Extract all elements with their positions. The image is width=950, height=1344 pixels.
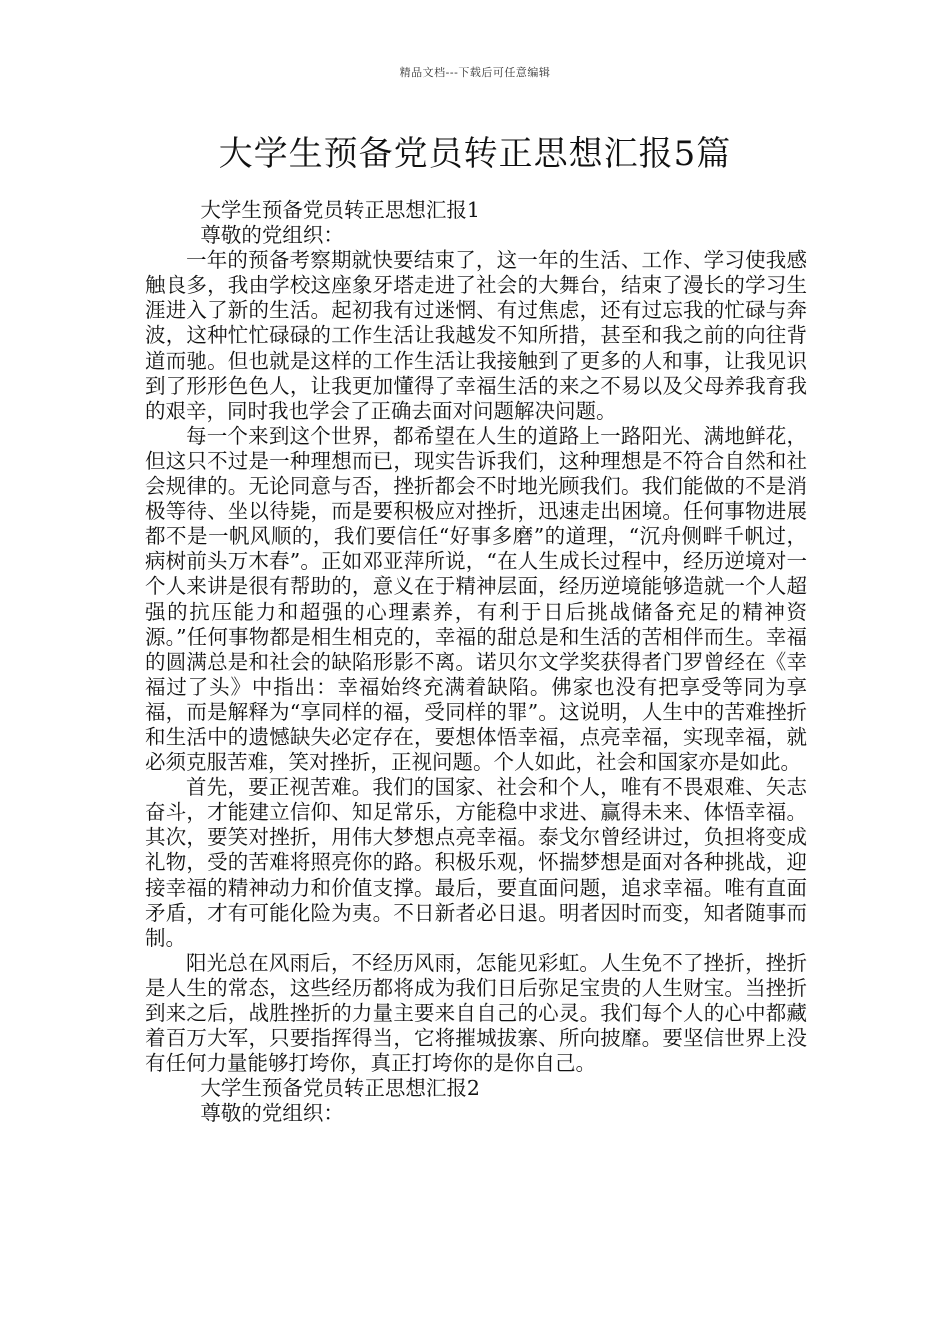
salutation: 尊敬的党组织： xyxy=(200,1101,344,1126)
section-heading: 大学生预备党员转正思想汇报1 xyxy=(200,198,480,222)
header-note: 精品文档---下载后可任意编辑 xyxy=(399,66,551,79)
section-heading: 大学生预备党员转正思想汇报2 xyxy=(200,1076,480,1101)
body-paragraph: 阳光总在风雨后，不经历风雨，怎能见彩虹。人生免不了挫折，挫折是人生的常态，这些经历都将成为我们日后弥足宝贵的人生财宝。当挫折到来之后，战胜挫折的力量主要来自自己的心灵。我们每个人的心中都藏着百万大军，只要指挥得当，它将摧城拔寨、所向披靡。要坚信世界上没有任何力量能够打垮你，真正打垮你的是你自己。 xyxy=(145,950,807,1076)
body-paragraph: 每一个来到这个世界，都希望在人生的道路上一路阳光、满地鲜花，但这只不过是一种理想而已，现实告诉我们，这种理想是不符合自然和社会规律的。无论同意与否，挫折都会不时地光顾我们。我们能做的不是消极等待、坐以待毙，而是要积极应对挫折，迅速走出困境。任何事物进展都不是一帆风顺的，我们要信任“好事多磨”的道理，“沉舟侧畔千帆过，病树前头万木春”。正如邓亚萍所说，“在人生成长过程中，经历逆境对一个人来讲是很有帮助的，意义在于精神层面，经历逆境能够造就一个人超强的抗压能力和超强的心理素养，有利于日后挑战储备充足的精神资源。”任何事物都是相生相克的，幸福的甜总是和生活的苦相伴而生。幸福的圆满总是和社会的缺陷形影不离。诺贝尔文学奖获得者门罗曾经在《幸福过了头》中指出：幸福始终充满着缺陷。佛家也没有把享受等同为享福，而是解释为“享同样的福，受同样的罪”。这说明，人生中的苦难挫折和生活中的遗憾缺失必定存在，要想体悟幸福，点亮幸福，实现幸福，就必须克服苦难，笑对挫折，正视问题。个人如此，社会和国家亦是如此。 xyxy=(145,423,807,775)
salutation: 尊敬的党组织： xyxy=(200,223,344,248)
body-paragraph: 首先，要正视苦难。我们的国家、社会和个人，唯有不畏艰难、矢志奋斗，才能建立信仰、知足常乐，方能稳中求进、赢得未来、体悟幸福。其次，要笑对挫折，用伟大梦想点亮幸福。泰戈尔曾经讲过，负担将变成礼物，受的苦难将照亮你的路。积极乐观，怀揣梦想是面对各种挑战，迎接幸福的精神动力和价值支撑。最后，要直面问题，追求幸福。唯有直面矛盾，才有可能化险为夷。不日新者必日退。明者因时而变，知者随事而制。 xyxy=(145,775,807,950)
body-paragraph: 一年的预备考察期就快要结束了，这一年的生活、工作、学习使我感触良多，我由学校这座象牙塔走进了社会的大舞台，结束了漫长的学习生涯进入了新的生活。起初我有过迷惘、有过焦虑，还有过忘我的忙碌与奔波，这种忙忙碌碌的工作生活让我越发不知所措，甚至和我之前的向往背道而驰。但也就是这样的工作生活让我接触到了更多的人和事，让我见识到了形形色色人，让我更加懂得了幸福生活的来之不易以及父母养我育我的艰辛，同时我也学会了正确去面对问题解决问题。 xyxy=(145,248,807,423)
document-title: 大学生预备党员转正思想汇报5篇 xyxy=(218,134,732,174)
document-body xyxy=(145,198,807,1126)
